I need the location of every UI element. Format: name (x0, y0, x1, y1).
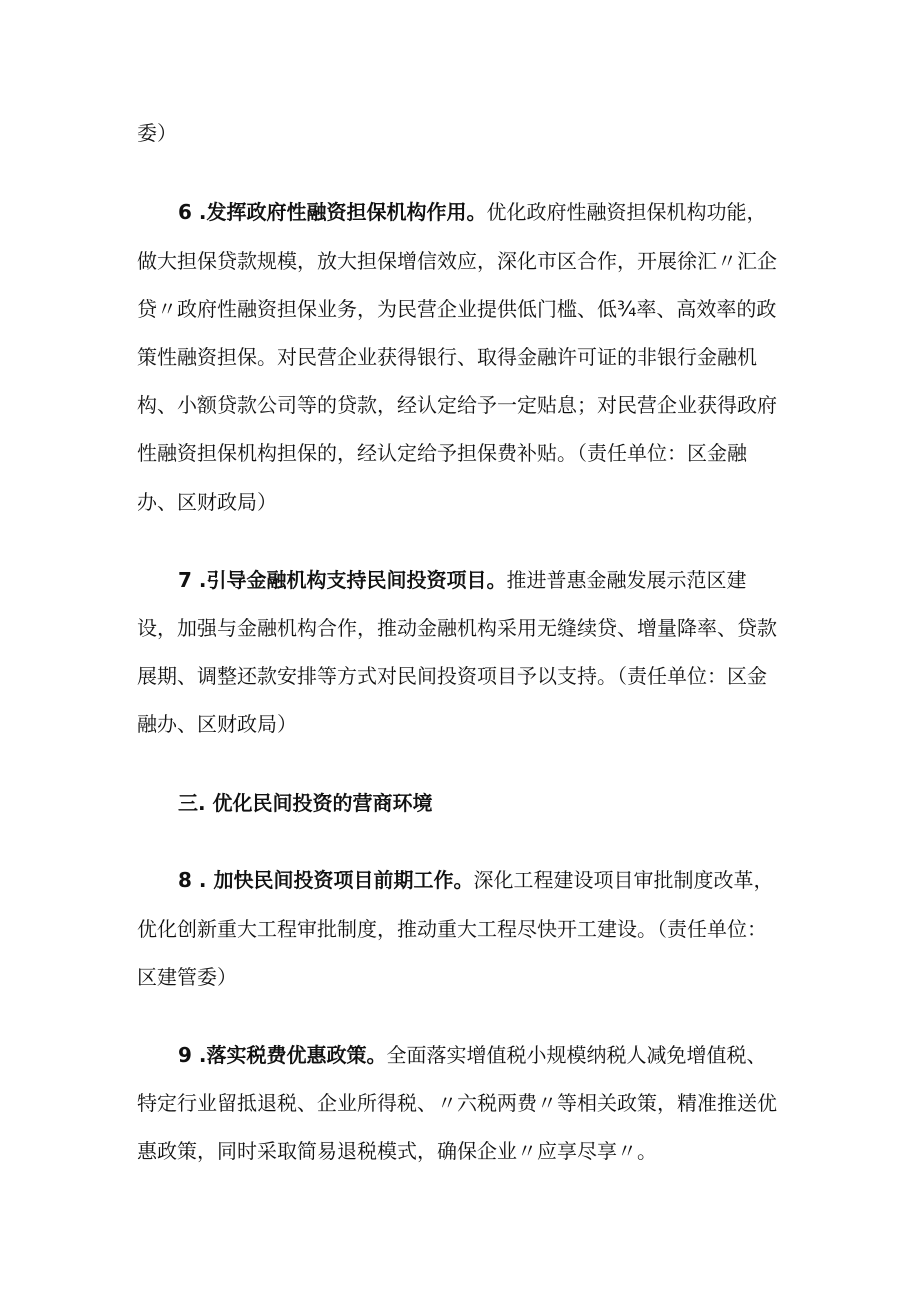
item-9-line: 惠政策，同时采取简易退税模式，确保企业〃应享尽享〃。 (137, 1139, 657, 1163)
item-6-line: 办、区财政局） (137, 490, 277, 514)
item-6-line: 贷〃政府性融资担保业务，为民营企业提供低门槛、低¾率、高效率的政 (137, 297, 777, 321)
item-7-line: 展期、调整还款安排等方式对民间投资项目予以支持。（责任单位：区金 (137, 664, 767, 688)
item-6-line: 构、小额贷款公司等的贷款，经认定给予一定贴息；对民营企业获得政府 (137, 393, 777, 417)
item-6-line: 策性融资担保。对民营企业获得银行、取得金融许可证的非银行金融机 (137, 345, 757, 369)
item-7-line: 融办、区财政局） (137, 712, 297, 736)
item-7-text: 推进普惠金融发展示范区建 (506, 568, 747, 592)
item-7-first-line (178, 567, 746, 593)
item-8-first-line (178, 867, 773, 893)
item-6-first-line (178, 199, 766, 225)
item-6-line: 做大担保贷款规模，放大担保增信效应，深化市区合作，开展徐汇〃汇企 (137, 249, 777, 273)
carryover-text: 委） (137, 121, 177, 145)
item-6-text: 优化政府性融资担保机构功能， (486, 200, 767, 224)
item-7-heading: 7 .引导金融机构支持民间投资项目。 (178, 568, 507, 592)
item-8-line: 优化创新重大工程审批制度，推动重大工程尽快开工建设。（责任单位： (137, 917, 767, 941)
section-heading: 三. 优化民间投资的营商环境 (178, 791, 433, 815)
item-9-text: 全面落实增值税小规模纳税人减免增值税、 (386, 1043, 767, 1067)
item-8-heading: 8 . 加快民间投资项目前期工作。 (178, 868, 474, 892)
item-6-line: 性融资担保机构担保的，经认定给予担保费补贴。（责任单位：区金融 (137, 441, 747, 465)
item-9-heading: 9 .落实税费优惠政策。 (178, 1043, 387, 1067)
item-8-line: 区建管委） (137, 965, 237, 989)
item-9-first-line (178, 1042, 766, 1068)
item-8-text: 深化工程建设项目审批制度改革， (473, 868, 774, 892)
item-6-heading: 6 .发挥政府性融资担保机构作用。 (178, 200, 487, 224)
item-7-line: 设，加强与金融机构合作，推动金融机构采用无缝续贷、增量降率、贷款 (137, 616, 777, 640)
item-9-line: 特定行业留抵退税、企业所得税、〃六税两费〃等相关政策，精准推送优 (137, 1091, 777, 1115)
